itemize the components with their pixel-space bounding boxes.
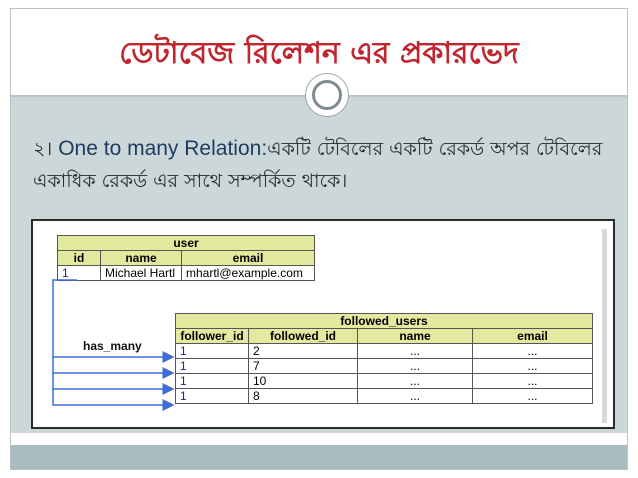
- slide-frame: [10, 8, 628, 470]
- circle-ornament-inner: [312, 80, 342, 110]
- arrow-row-4: [53, 389, 173, 405]
- user-col-name: name: [101, 251, 182, 266]
- relation-arrows: [33, 221, 613, 427]
- followed-cell: 7: [249, 359, 358, 374]
- arrow-row-2: [53, 357, 173, 373]
- user-col-id: id: [58, 251, 101, 266]
- followed-cell: 8: [249, 389, 358, 404]
- followed-table-name: followed_users: [176, 314, 593, 329]
- followed-cell: ...: [473, 374, 593, 389]
- followed-cell: ...: [358, 374, 473, 389]
- bottom-strip: [11, 445, 627, 469]
- followed-cell: 10: [249, 374, 358, 389]
- relation-name: One to many Relation:: [58, 137, 268, 160]
- has-many-label: has_many: [83, 339, 142, 353]
- followed-cell: ...: [358, 389, 473, 404]
- followed-cell: ...: [358, 344, 473, 359]
- user-cell-name: Michael Hartl: [101, 266, 182, 281]
- followed-col-name: name: [358, 329, 473, 344]
- arrow-row-1: [53, 280, 173, 357]
- slide-title: ডেটাবেজ রিলেশন এর প্রকারভেদ: [119, 36, 519, 71]
- description-line1: একটি টেবিলের একটি রেকর্ড অপর টেবিলের: [267, 138, 603, 160]
- followed-cell: 1: [176, 374, 249, 389]
- followed-cell: 1: [176, 359, 249, 374]
- item-number: ২।: [33, 138, 53, 160]
- arrow-row-3: [53, 373, 173, 389]
- followed-col-followed-id: followed_id: [249, 329, 358, 344]
- user-cell-email: mhartl@example.com: [182, 266, 315, 281]
- followed-col-follower-id: follower_id: [176, 329, 249, 344]
- followed-cell: ...: [473, 359, 593, 374]
- slide-body-text: [33, 133, 623, 197]
- relation-diagram: [31, 219, 615, 429]
- user-table-name: user: [58, 236, 315, 251]
- user-cell-id: 1: [58, 266, 101, 281]
- followed-cell: 1: [176, 389, 249, 404]
- followed-col-email: email: [473, 329, 593, 344]
- followed-cell: 1: [176, 344, 249, 359]
- followed-cell: 2: [249, 344, 358, 359]
- user-col-email: email: [182, 251, 315, 266]
- followed-cell: ...: [473, 344, 593, 359]
- circle-ornament-icon: [305, 73, 349, 117]
- followed-cell: ...: [358, 359, 473, 374]
- description-line2: একাধিক রেকর্ড এর সাথে সম্পর্কিত থাকে।: [33, 170, 348, 192]
- followed-cell: ...: [473, 389, 593, 404]
